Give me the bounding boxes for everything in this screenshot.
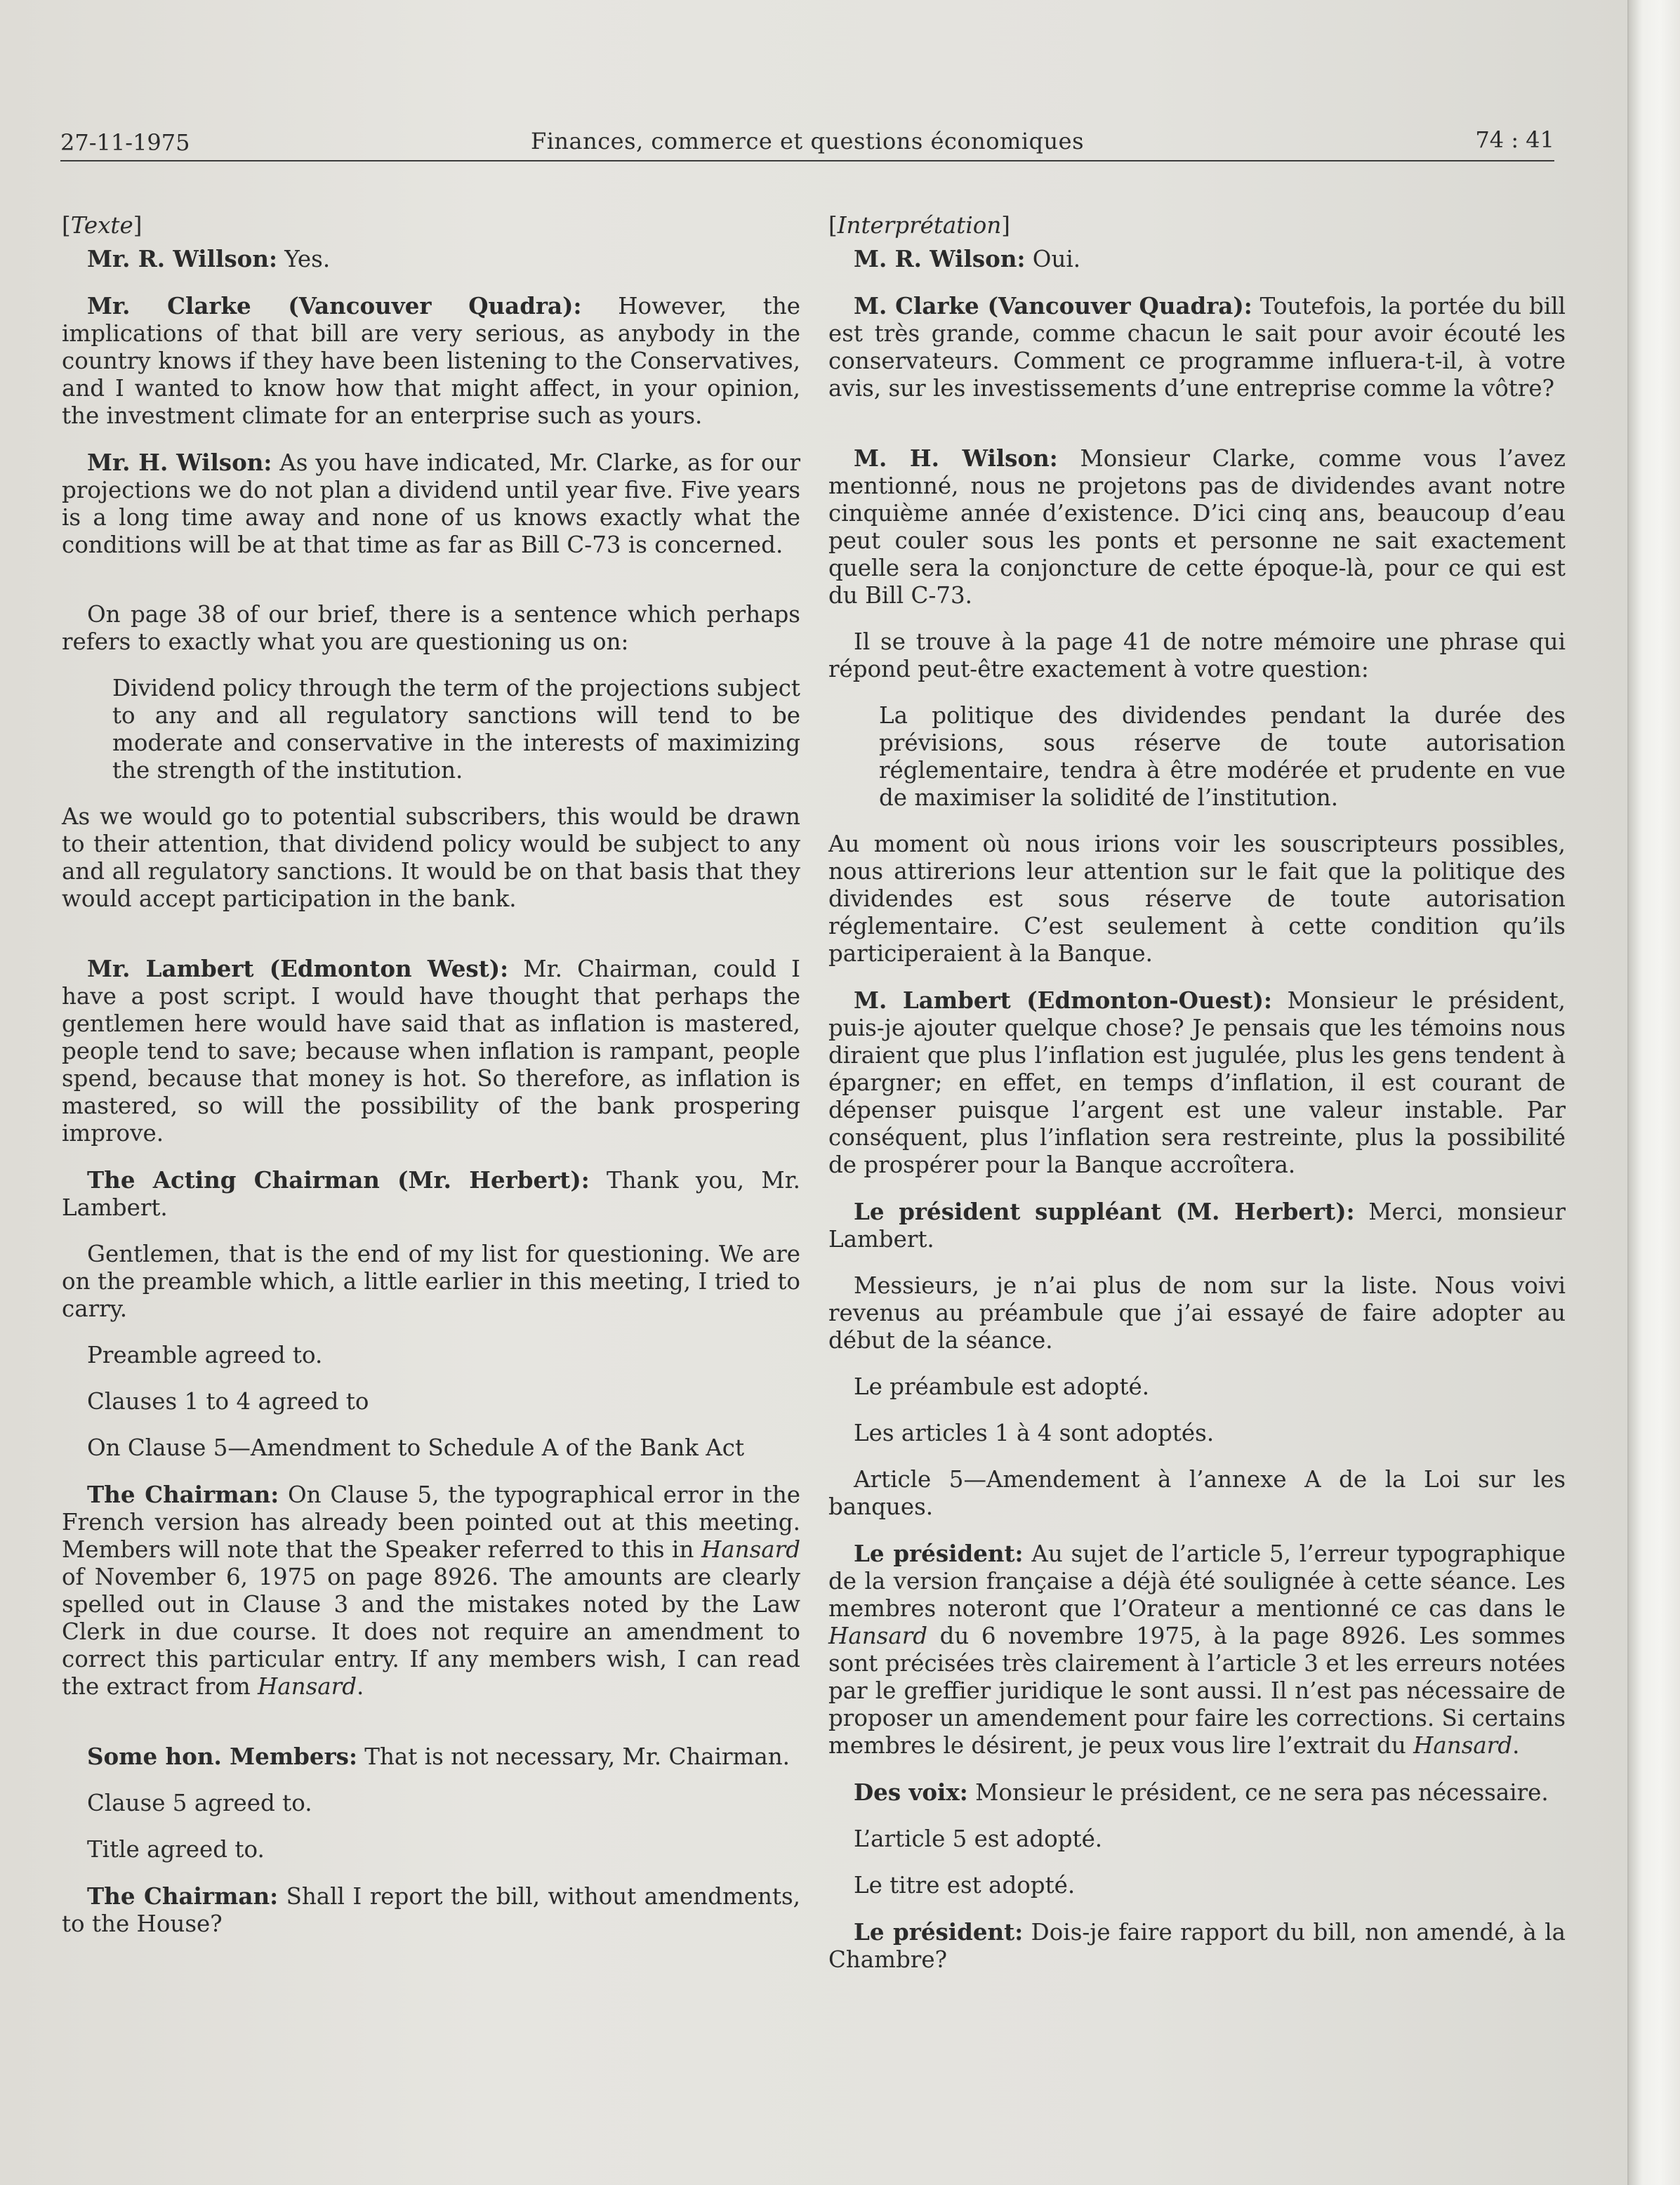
text-run: du 6 novembre 1975, à la page 8926. Les sommes sont précisées très clairement à l’article 3 et les erreurs notées par le greffier juridique le sont aussi. Il n’est pas nécessaire de proposer un amendement pour faire les corrections. Si certains membres le désirent, je peux vous lire l’extrait du: [828, 1623, 1566, 1759]
header-page-number: 74 : 41: [1475, 126, 1554, 153]
paragraph: [62, 245, 800, 273]
paragraph: [828, 444, 1566, 609]
speaker: M. R. Wilson:: [854, 245, 1026, 272]
paragraph: On page 38 of our brief, there is a sentence which perhaps refers to exactly what you are questioning us on:: [62, 601, 800, 655]
paragraph: As we would go to potential subscribers, this would be drawn to their attention, that dividend policy would be subject to any and all regulatory sanctions. It would be on that basis that they would accept participation in the bank.: [62, 803, 800, 912]
paragraph: [828, 245, 1566, 273]
text-run: Hansard: [257, 1673, 357, 1700]
text-run: of November 6, 1975 on page 8926. The amounts are clearly spelled out in Clause 3 and the mistakes noted by the Law Clerk in due course. It does not require an amendment to correct this particular entry. If any members wish, I can read the extract from: [62, 1564, 800, 1700]
paragraph: Au moment où nous irions voir les souscripteurs possibles, nous attirerions leur attention sur le fait que la politique des dividendes est sous réserve de toute autorisation réglementaire. C’est seulement à cette condition qu’ils participeraient à la Banque.: [828, 831, 1566, 967]
speaker: Mr. R. Willson:: [87, 245, 277, 272]
text-run: On Clause 5, the typographical error in the French version has already been pointed out at this meeting. Members will note that the Speaker referred to this in: [62, 1481, 800, 1563]
speaker: The Acting Chairman (Mr. Herbert):: [87, 1166, 590, 1194]
speaker: Some hon. Members:: [87, 1743, 357, 1770]
paragraph: [62, 292, 800, 430]
speaker: M. H. Wilson:: [854, 444, 1058, 472]
speaker: Le président:: [854, 1918, 1024, 1946]
text-run: Shall I report the bill, without amendments, to the House?: [62, 1883, 800, 1937]
speaker: M. Lambert (Edmonton-Ouest):: [854, 986, 1272, 1014]
paragraph: [828, 1540, 1566, 1760]
page-edge: [1627, 0, 1680, 2185]
block-quote: Dividend policy through the term of the projections subject to any and all regulatory sanctions will tend to be moderate and conservative in the interests of maximizing the strength of the institution.: [112, 675, 800, 784]
paragraph: Preamble agreed to.: [87, 1342, 323, 1368]
speaker: The Chairman:: [87, 1882, 279, 1910]
speaker: M. Clarke (Vancouver Quadra):: [854, 292, 1252, 319]
paragraph: [828, 1918, 1566, 1974]
text-run: Toutefois, la portée du bill est très grande, comme chacun le sait pour avoir écouté les conservateurs. Comment ce programme influera-t-il, à votre avis, sur les investissements d’une entreprise comme la vôtre?: [828, 293, 1566, 402]
text-run: Hansard: [828, 1623, 928, 1649]
paragraph: On Clause 5—Amendment to Schedule A of the Bank Act: [87, 1434, 745, 1461]
text-run: Monsieur le président, ce ne sera pas nécessaire.: [967, 1779, 1549, 1806]
paragraph: Clauses 1 to 4 agreed to: [87, 1388, 369, 1415]
text-run: Texte: [70, 212, 133, 239]
header-date: 27-11-1975: [60, 129, 190, 156]
page-header: [60, 125, 1554, 161]
french-column: [828, 212, 1566, 1993]
text-run: Hansard: [1413, 1732, 1513, 1759]
text-run: .: [357, 1673, 364, 1700]
paragraph: Clause 5 agreed to.: [87, 1790, 312, 1816]
text-run: Dois-je faire rapport du bill, non amendé, à la Chambre?: [828, 1919, 1566, 1973]
text-run: .: [1512, 1732, 1520, 1759]
paragraph: Messieurs, je n’ai plus de nom sur la liste. Nous voivi revenus au préambule que j’ai essayé de faire adopter au début de la séance.: [828, 1272, 1566, 1354]
speaker: Le président suppléant (M. Herbert):: [854, 1198, 1355, 1225]
text-run: As you have indicated, Mr. Clarke, as for our projections we do not plan a dividend until year five. Five years is a long time away and none of us knows exactly what the conditions will be at that time as far as Bill C-73 is concerned.: [62, 449, 800, 558]
text-run: Interprétation: [837, 212, 1002, 239]
english-column: [62, 212, 800, 1957]
speaker: Des voix:: [854, 1778, 968, 1806]
paragraph: [62, 449, 800, 559]
speaker: Le président:: [854, 1540, 1024, 1567]
paragraph: [62, 955, 800, 1147]
paragraph: [62, 1882, 800, 1938]
speaker: Mr. Clarke (Vancouver Quadra):: [87, 292, 582, 319]
block-quote: La politique des dividendes pendant la durée des prévisions, sous réserve de toute autorisation réglementaire, tendra à être modérée et prudente en vue de maximiser la solidité de l’institution.: [879, 702, 1566, 811]
text-run: Merci, monsieur Lambert.: [828, 1199, 1566, 1253]
section-tag: [Interprétation]: [828, 212, 1010, 239]
paragraph: [62, 1743, 800, 1771]
paragraph: [62, 1166, 800, 1222]
section-tag: [Texte]: [62, 212, 143, 239]
paragraph: [828, 1778, 1566, 1807]
paragraph: Les articles 1 à 4 sont adoptés.: [854, 1420, 1215, 1446]
paragraph: [828, 292, 1566, 402]
text-run: Yes.: [277, 246, 331, 272]
text-run: Monsieur Clarke, comme vous l’avez mentionné, nous ne projetons pas de dividendes avant notre cinquième année d’existence. D’ici cinq ans, beaucoup d’eau peut couler sous les ponts et personne ne sait exactement quelle sera la conjoncture de cette époque-là, pour ce qui est du Bill C-73.: [828, 445, 1566, 609]
text-run: That is not necessary, Mr. Chairman.: [357, 1743, 791, 1770]
text-run: However, the implications of that bill are very serious, as anybody in the country knows if they have been listening to the Conservatives, and I wanted to know how that might affect, in your opinion, the investment climate for an enterprise such as yours.: [62, 293, 800, 429]
speaker: Mr. Lambert (Edmonton West):: [87, 955, 509, 982]
paragraph: Gentlemen, that is the end of my list for questioning. We are on the preamble which, a little earlier in this meeting, I tried to carry.: [62, 1241, 800, 1322]
text-run: Mr. Chairman, could I have a post script. I would have thought that perhaps the gentlemen here would have said that as inflation is mastered, people tend to save; because when inflation is rampant, people spend, because that money is hot. So therefore, as inflation is mastered, so will the possibility of the bank prospering improve.: [62, 956, 800, 1147]
speaker: Mr. H. Wilson:: [87, 449, 272, 476]
paragraph: [62, 1481, 800, 1701]
paragraph: Le titre est adopté.: [854, 1872, 1076, 1899]
header-title: Finances, commerce et questions économiques: [530, 128, 1084, 154]
paragraph: [828, 1198, 1566, 1253]
paragraph: L’article 5 est adopté.: [854, 1826, 1103, 1852]
paragraph: Le préambule est adopté.: [854, 1373, 1150, 1400]
text-run: Oui.: [1025, 246, 1081, 272]
speaker: The Chairman:: [87, 1481, 279, 1508]
paragraph: Title agreed to.: [87, 1836, 265, 1863]
text-run: Thank you, Mr. Lambert.: [62, 1167, 800, 1221]
text-run: Hansard: [701, 1536, 800, 1563]
text-run: Monsieur le président, puis-je ajouter quelque chose? Je pensais que les témoins nous diraient que plus l’inflation est jugulée, plus les gens tendent à épargner; en effet, en temps d’inflation, il est courant de dépenser puisque l’argent est une valeur instable. Par conséquent, plus l’inflation sera restreinte, plus la possibilité de prospérer pour la Banque accroîtera.: [828, 987, 1566, 1178]
text-run: Au sujet de l’article 5, l’erreur typographique de la version française a déjà été soulignée à cette séance. Les membres noteront que l’Orateur a mentionné ce cas dans le: [828, 1540, 1566, 1622]
paragraph: Il se trouve à la page 41 de notre mémoire une phrase qui répond peut-être exactement à votre question:: [828, 628, 1566, 682]
paragraph: Article 5—Amendement à l’annexe A de la Loi sur les banques.: [828, 1466, 1566, 1520]
paragraph: [828, 986, 1566, 1179]
